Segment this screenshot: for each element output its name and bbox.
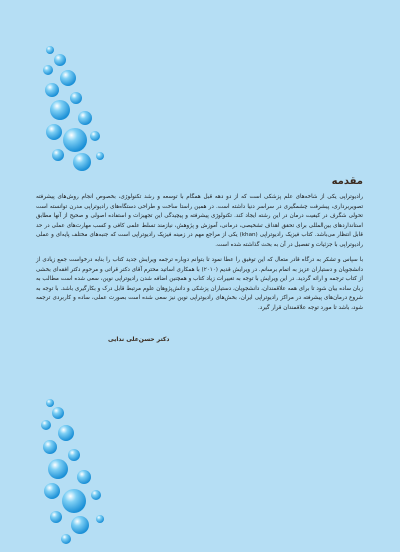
paragraph-thanks: با سپاس و تشکر به درگاه قادر متعال که این توفیق را عطا نمود تا بتوانم دوباره ترجمه ویرایش جدید کتاب را بنابه درخواست جمع زیادی از دانشجویان و دستیاران عزیز به اتمام برسانم. در ویرایش قدیم (۲۰۱۰) با همکاری اساتید محترم آقای دکتر قراتی و مرحوم دکتر افقه‌ای بخشی از کتاب ترجمه و ارائه گردید. در این ویرایش با توجه به تغییرات زیاد کتاب و همچنین اضافه شدن رادیوتراپی نوین، سعی شده است مطالب به زبان ساده بیان شود تا برای همه علاقمندان، دانشجویان، دستیاران پزشکی و دانش‌پژوهان علوم مرتبط قابل درک و بکارگیری باشد. با توجه به شروع درمان‌های پیشرفته در مراکز رادیوتراپی ایران، بخش‌های رادیوتراپی نوین نیز سعی شده است بصورت عملی، ساده و کاربردی ترجمه شود، باشد تا مورد توجه علاقمندان قرار گیرد. [36,257,363,311]
section-heading: مقدمه [331,176,363,187]
water-drops-icon [0,395,110,545]
water-drops-decoration-bottom [0,395,110,545]
water-drops-icon [0,40,110,180]
water-drops-decoration-top [0,40,110,180]
document-body [36,176,363,319]
paragraph-intro: رادیوتراپی یکی از شاخه‌های علم پزشکی است که از دو دهه قبل همگام با توسعه و رشد تکنولوژی، بخصوص انجام روش‌های پیشرفته تصویربرداری، پیشرفت چشمگیری در سراسر دنیا داشته است. در همین راستا ساخت و طراحی دستگاه‌های رادیوتراپی مدرن توانسته است تحولی شگرف در کیفیت درمان در این رشته ایجاد کند. تکنولوژی پیشرفته و پیچیدگی این تجهیزات و استفاده اصولی و صحیح از آنها مطابق استانداردهای بین‌المللی برای تحقق اهداف تشخیصی، درمانی، آموزش و پژوهش، نیازمند تسلط علمی کافی و کسب مهارت‌های عملی در حد قابل انتظار می‌باشد. کتاب فیزیک رادیوتراپی (khan) یکی از مراجع مهم در زمینه فیزیک رادیوتراپی است که جنبه‌های مختلف پایه‌ای و عملی رادیوتراپی با جزئیات و تفصیل در آن به بحث گذاشته شده است. [36,194,363,248]
author-signature: دکتر حسن‌علی ندایی [108,336,170,343]
